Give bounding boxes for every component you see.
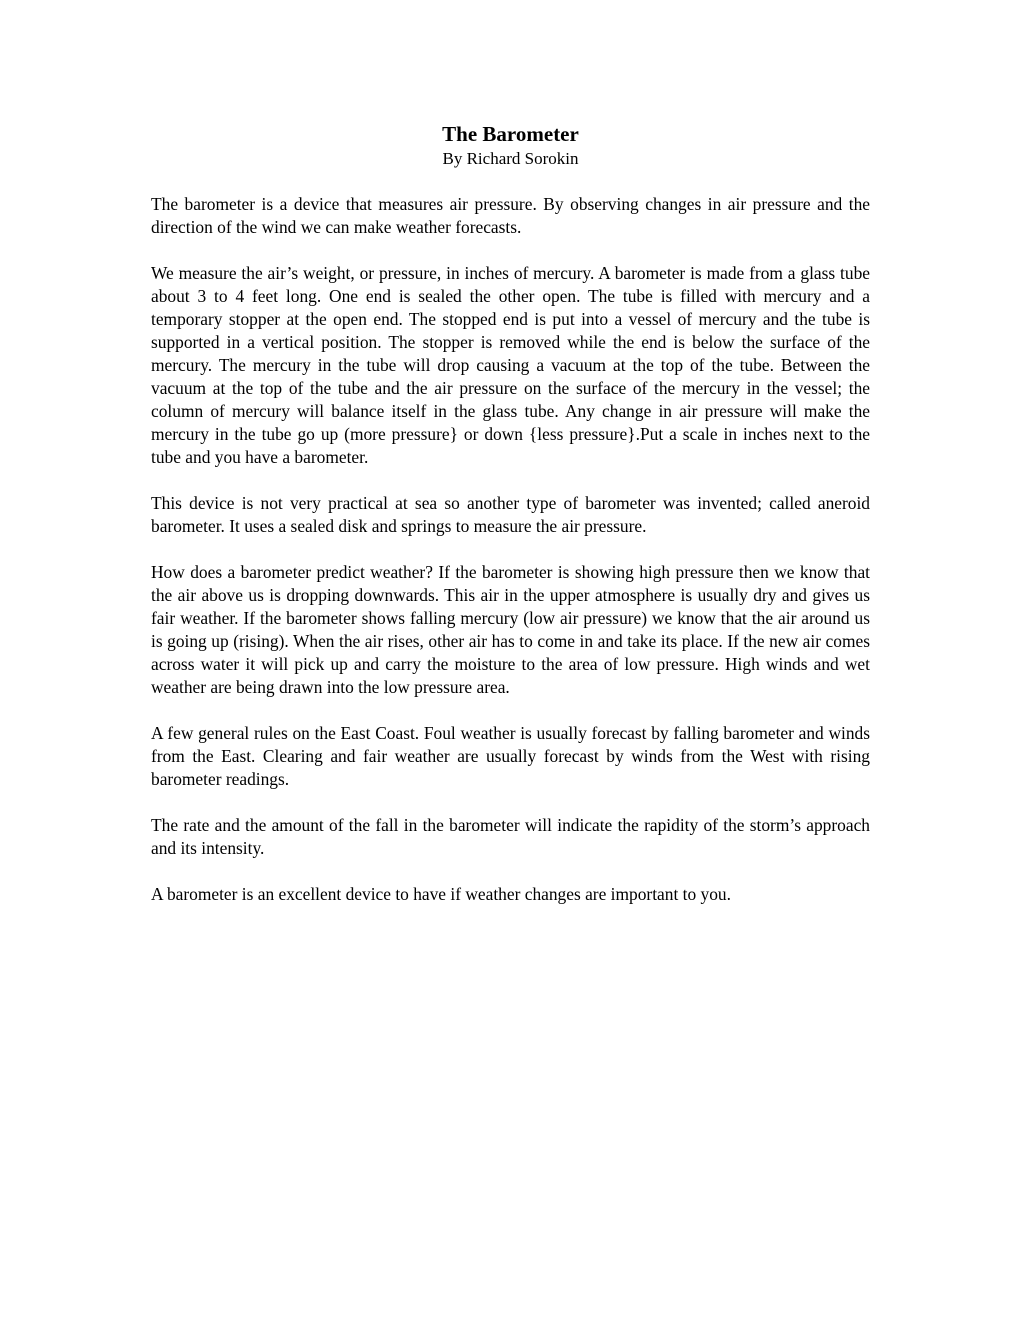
document-page <box>151 120 870 929</box>
document-title: The Barometer <box>442 122 579 146</box>
paragraph-aneroid: This device is not very practical at sea so another type of barometer was invented; called aneroid barometer. It uses a sealed disk and springs to measure the air pressure. <box>151 493 870 536</box>
paragraph-rate-of-fall: The rate and the amount of the fall in the barometer will indicate the rapidity of the storm’s approach and its intensity. <box>151 815 870 858</box>
paragraph-east-coast-rules: A few general rules on the East Coast. Foul weather is usually forecast by falling barometer and winds from the East. Clearing and fair weather are usually forecast by winds from the West with rising barometer readings. <box>151 723 870 789</box>
paragraph-construction: We measure the air’s weight, or pressure, in inches of mercury. A barometer is made from a glass tube about 3 to 4 feet long. One end is sealed the other open. The tube is filled with mercury and a temporary stopper at the open end. The stopped end is put into a vessel of mercury and the tube is supported in a vertical position. The stopper is removed while the end is below the surface of the mercury. The mercury in the tube will drop causing a vacuum at the top of the tube. Between the vacuum at the top of the tube and the air pressure on the surface of the mercury in the vessel; the column of mercury will balance itself in the glass tube. Any change in air pressure will make the mercury in the tube go up (more pressure} or down {less pressure}.Put a scale in inches next to the tube and you have a barometer. <box>151 263 870 467</box>
document-byline: By Richard Sorokin <box>442 149 579 168</box>
paragraph-prediction: How does a barometer predict weather? If the barometer is showing high pressure then we know that the air above us is dropping downwards. This air in the upper atmosphere is usually dry and gives us fair weather. If the barometer shows falling mercury (low air pressure) we know that the air around us is going up (rising). When the air rises, other air has to come in and take its place. If the new air comes across water it will pick up and carry the moisture to the area of low pressure. High winds and wet weather are being drawn into the low pressure area. <box>151 562 870 697</box>
paragraph-conclusion: A barometer is an excellent device to have if weather changes are important to you. <box>151 884 731 904</box>
paragraph-intro: The barometer is a device that measures air pressure. By observing changes in air pressure and the direction of the wind we can make weather forecasts. <box>151 194 870 237</box>
